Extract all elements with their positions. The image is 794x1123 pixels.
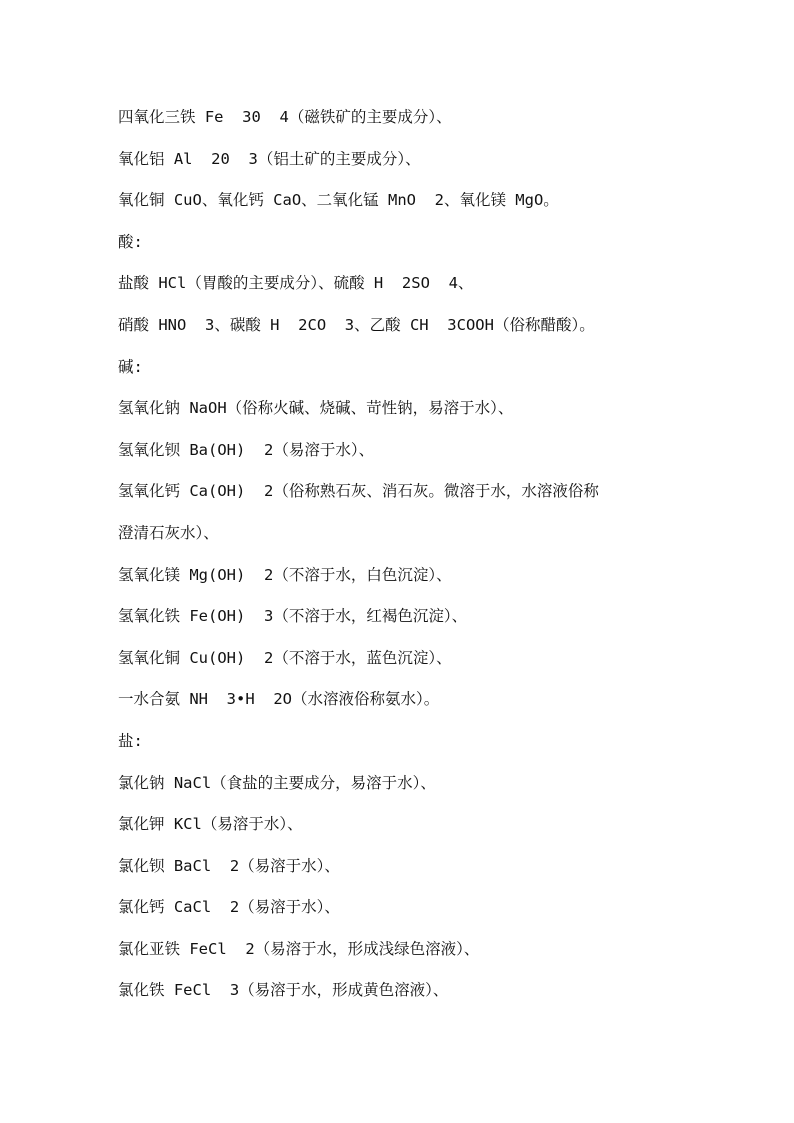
text-line-3: 氧化铜 CuO、氧化钙 CaO、二氧化锰 MnO 2、氧化镁 MgO。 — [118, 191, 559, 210]
text-line-19: 氯化钡 BaCl 2（易溶于水）、 — [118, 856, 340, 875]
text-line-14: 氢氧化铜 Cu(OH) 2（不溶于水，蓝色沉淀）、 — [118, 648, 452, 667]
section-heading-base: 碱: — [118, 357, 143, 376]
text-line-2: 氧化铝 Al 20 3（铝土矿的主要成分）、 — [118, 149, 421, 168]
section-heading-acid: 酸: — [118, 232, 143, 251]
text-line-20: 氯化钙 CaCl 2（易溶于水）、 — [118, 898, 340, 917]
text-line-5: 盐酸 HCl（胃酸的主要成分）、硫酸 H 2SO 4、 — [118, 274, 474, 293]
text-line-15: 一水合氨 NH 3•H 2O（水溶液俗称氨水）。 — [118, 690, 440, 709]
text-line-18: 氯化钾 KCl（易溶于水）、 — [118, 815, 303, 834]
section-heading-salt: 盐: — [118, 731, 143, 750]
text-line-13: 氢氧化铁 Fe(OH) 3（不溶于水，红褐色沉淀）、 — [118, 607, 468, 626]
text-line-1: 四氧化三铁 Fe 30 4（磁铁矿的主要成分）、 — [118, 108, 452, 126]
text-line-11: 澄清石灰水）、 — [118, 523, 219, 542]
text-line-9: 氢氧化钡 Ba(OH) 2（易溶于水）、 — [118, 440, 375, 459]
text-line-10: 氢氧化钙 Ca(OH) 2（俗称熟石灰、消石灰。微溶于水，水溶液俗称 — [118, 482, 599, 501]
text-line-21: 氯化亚铁 FeCl 2（易溶于水，形成浅绿色溶液）、 — [118, 939, 480, 958]
text-line-8: 氢氧化钠 NaOH（俗称火碱、烧碱、苛性钠，易溶于水）、 — [118, 399, 514, 418]
document-body — [118, 103, 708, 1018]
text-line-12: 氢氧化镁 Mg(OH) 2（不溶于水，白色沉淀）、 — [118, 565, 452, 584]
text-line-6: 硝酸 HNO 3、碳酸 H 2CO 3、乙酸 CH 3COOH（俗称醋酸）。 — [118, 315, 595, 334]
text-line-22: 氯化铁 FeCl 3（易溶于水，形成黄色溶液）、 — [118, 981, 449, 1000]
text-line-17: 氯化钠 NaCl（食盐的主要成分，易溶于水）、 — [118, 773, 436, 792]
